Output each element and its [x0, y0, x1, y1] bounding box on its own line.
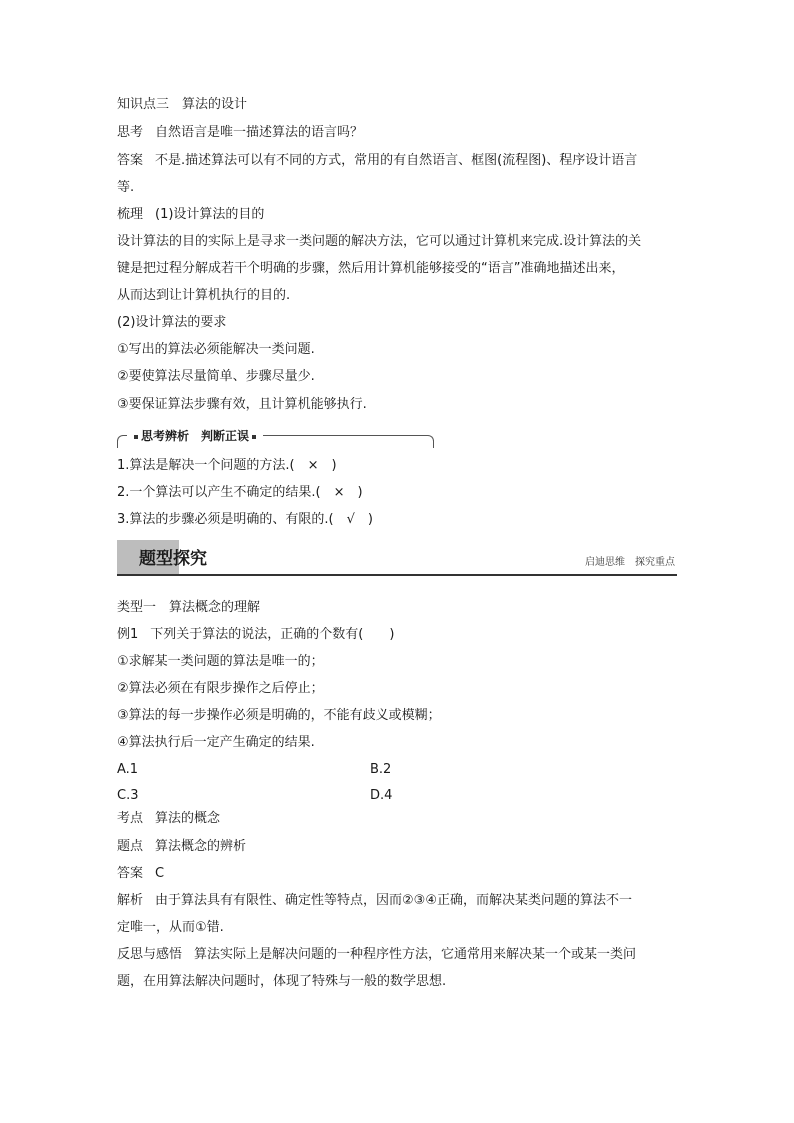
requirement-item: ③要保证算法步骤有效，且计算机能够执行. [117, 397, 367, 412]
statement-item: ③算法的每一步操作必须是明确的，不能有歧义或模糊； [117, 708, 441, 723]
answer-line-1 [117, 152, 637, 170]
example-label: 例1 [117, 627, 139, 642]
think-line [117, 124, 363, 142]
judge-item: 2.一个算法可以产生不确定的结果.( × ) [117, 485, 363, 500]
judge-box-title-wrap [127, 428, 263, 444]
point-text: 算法的概念 [155, 811, 221, 826]
statement-item: ①求解某一类问题的算法是唯一的； [117, 654, 324, 669]
topic-text: 算法概念的辨析 [155, 839, 247, 854]
answer-text-1: 不是.描述算法可以有不同的方式，常用的有自然语言、框图(流程图)、程序设计语言 [155, 153, 638, 168]
answer-result-label: 答案 [117, 866, 144, 881]
analysis-label: 解析 [117, 893, 144, 908]
point-line [117, 810, 220, 828]
purpose-line-2: 键是把过程分解成若干个明确的步骤，然后用计算机能够接受的“语言”准确地描述出来， [117, 261, 625, 276]
bullet-icon [252, 435, 256, 439]
reflect-line-1 [117, 946, 636, 964]
section-heading: 知识点三 算法的设计 [117, 97, 248, 112]
bullet-icon [134, 435, 138, 439]
requirement-item: ①写出的算法必须能解决一类问题. [117, 342, 315, 357]
banner-rule [117, 574, 677, 576]
banner-title: 题型探究 [139, 549, 207, 569]
reflect-line-2: 题，在用算法解决问题时，体现了特殊与一般的数学思想. [117, 974, 447, 989]
type-heading: 类型一 算法概念的理解 [117, 600, 261, 615]
judge-box-title: 思考辨析 判断正误 [141, 429, 250, 443]
judge-box-header [117, 431, 434, 445]
think-label: 思考 [117, 125, 144, 140]
example-line [117, 626, 394, 644]
analysis-line-2: 定唯一，从而①错. [117, 920, 224, 935]
judge-item: 1.算法是解决一个问题的方法.( × ) [117, 458, 337, 473]
point-label: 考点 [117, 811, 144, 826]
requirement-item: ②要使算法尽量简单、步骤尽量少. [117, 369, 315, 384]
answer-label: 答案 [117, 153, 144, 168]
option-b: B.2 [370, 762, 392, 777]
analysis-line-1 [117, 892, 632, 910]
purpose-line-1: 设计算法的目的实际上是寻求一类问题的解决方法，它可以通过计算机来完成.设计算法的关 [117, 234, 642, 249]
example-text: 下列关于算法的说法，正确的个数有( ) [150, 627, 395, 642]
requirements-title: (2)设计算法的要求 [117, 315, 227, 330]
section-banner [117, 540, 677, 576]
sort-title: (1)设计算法的目的 [155, 207, 265, 222]
option-d: D.4 [370, 788, 393, 803]
option-c: C.3 [117, 788, 139, 803]
think-text: 自然语言是唯一描述算法的语言吗？ [155, 125, 364, 140]
sort-line [117, 206, 264, 224]
answer-result-line [117, 865, 164, 883]
statement-item: ④算法执行后一定产生确定的结果. [117, 735, 315, 750]
answer-line-2: 等. [117, 180, 135, 195]
answer-result-text: C [155, 866, 165, 881]
judge-item: 3.算法的步骤必须是明确的、有限的.( √ ) [117, 512, 373, 527]
topic-line [117, 838, 246, 856]
reflect-text-1: 算法实际上是解决问题的一种程序性方法，它通常用来解决某一个或某一类问 [194, 947, 637, 962]
sort-label: 梳理 [117, 207, 144, 222]
option-a: A.1 [117, 762, 139, 777]
banner-subtitle: 启迪思维 探究重点 [585, 557, 675, 568]
topic-label: 题点 [117, 839, 144, 854]
analysis-text-1: 由于算法具有有限性、确定性等特点，因而②③④正确，而解决某类问题的算法不一 [155, 893, 632, 908]
statement-item: ②算法必须在有限步操作之后停止； [117, 681, 324, 696]
reflect-label: 反思与感悟 [117, 947, 183, 962]
purpose-line-3: 从而达到让计算机执行的目的. [117, 288, 291, 303]
